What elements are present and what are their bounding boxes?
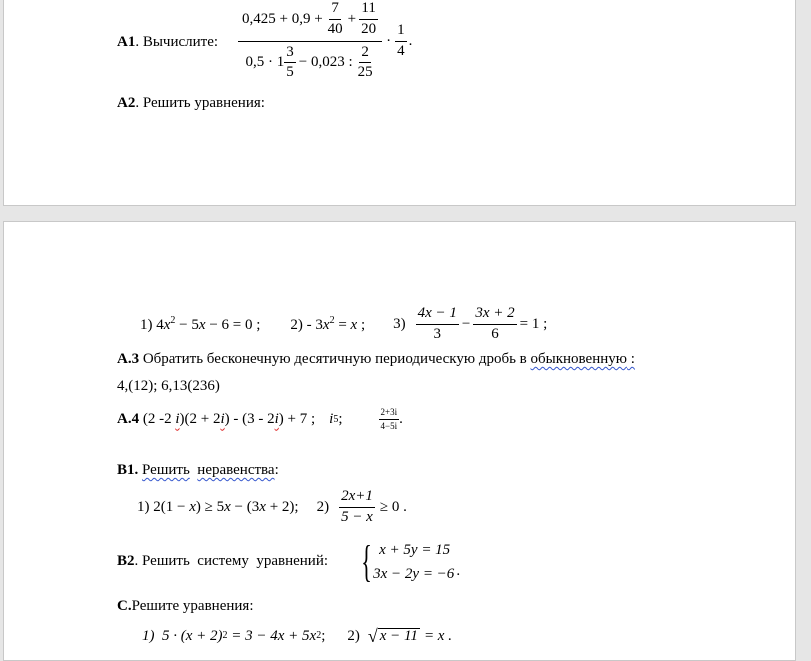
a2-eq1-x: x xyxy=(163,316,171,333)
document-page-2 xyxy=(3,221,796,661)
a4-pow-exp: 5 xyxy=(333,413,339,425)
a1-mixed-frac xyxy=(284,45,296,82)
b1-ineq1-b: 2(1 − xyxy=(153,498,190,515)
a1-mult: · xyxy=(386,32,392,49)
b1-word1: Решить xyxy=(142,462,190,478)
a3-text-wavy: обыкновенную xyxy=(530,351,627,367)
a1-quarter-den: 4 xyxy=(397,42,405,59)
a2-eq1 xyxy=(140,316,260,333)
a3-label: A.3 xyxy=(117,351,140,367)
b1-ineq1-x3: x xyxy=(259,498,266,515)
b1-label: B1. xyxy=(117,462,139,478)
a2-eq3-frac1 xyxy=(416,306,459,343)
a1-frac1-den: 40 xyxy=(327,20,343,37)
a4-i3: i xyxy=(274,411,279,428)
a2-eq1-x2: x xyxy=(198,316,206,333)
a4-pow-end: ; xyxy=(338,411,343,428)
c-eq2-radicand: x − 11 xyxy=(379,628,418,644)
b2-system xyxy=(356,538,460,586)
a1-expression xyxy=(238,1,412,81)
a4-label: A.4 xyxy=(117,411,140,428)
c-text: Решите уравнения: xyxy=(131,598,254,614)
a2-eq2-exp: 2 xyxy=(329,314,335,326)
a2-eq1-f: − 6 = 0 ; xyxy=(205,316,261,333)
a1-den-part1: 0,5 · 1 xyxy=(245,54,285,71)
document-page-1 xyxy=(3,0,796,206)
a2-eq1-exp: 2 xyxy=(170,314,176,326)
a3-heading xyxy=(117,352,635,367)
c-eq2-end: = x . xyxy=(423,627,452,644)
a1-frac-7-40 xyxy=(326,1,345,38)
a1-quarter-num: 1 xyxy=(395,23,407,42)
a2-eq3-frac2 xyxy=(473,306,516,343)
a4-f-num: 2+3i xyxy=(379,408,400,420)
a4-f-end: . xyxy=(399,411,403,428)
b1-end: : xyxy=(274,462,279,478)
b2-label: B2 xyxy=(117,553,135,569)
a1-frac-11-20 xyxy=(359,1,378,38)
a4-p4: ) + 7 ; xyxy=(278,411,316,428)
a3-values: 4,(12); 6,13(236) xyxy=(117,378,220,394)
a1-frac-2-25 xyxy=(356,45,375,82)
c-label: C. xyxy=(117,598,132,614)
a2-eq2-d: = xyxy=(334,316,351,333)
b2-text: . Решить систему уравнений: xyxy=(134,553,329,569)
a2-eq3-f1-num: 4x − 1 xyxy=(416,306,459,325)
b2-equations xyxy=(373,538,454,586)
a1-frac1-num: 7 xyxy=(329,1,341,20)
c-eq1-exp2: 2 xyxy=(316,630,322,641)
a1-label: A1 xyxy=(117,34,136,50)
b2-eq1: x + 5y = 15 xyxy=(379,542,451,558)
a4-f-den: 4−5i xyxy=(380,421,398,432)
c-eq1-a: 1) 5 · (x + 2) xyxy=(142,627,223,644)
a2-eq2 xyxy=(290,316,365,333)
a4-line xyxy=(117,408,403,432)
c-eq1-b: = 3 − 4x + 5x xyxy=(227,627,317,644)
a2-eq1-a: 1) 4 xyxy=(140,316,164,333)
a1-denominator xyxy=(246,42,375,82)
a2-equations xyxy=(140,306,547,343)
a3-text-post: : xyxy=(626,351,635,367)
b1-word2: неравенства xyxy=(197,462,275,478)
a1-den-part2: − 0,023 : xyxy=(298,54,353,71)
a1-mixed-den: 5 xyxy=(286,64,294,81)
c-eq1-c: ; xyxy=(321,627,326,644)
a4-i1: i xyxy=(175,411,180,428)
b2-eq2: 3x − 2y = −6 xyxy=(373,566,455,582)
b1-ineq1-c: ) ≥ 5 xyxy=(195,498,225,515)
sqrt-icon: √ xyxy=(367,626,378,646)
a4-p3: ) - (3 - 2 xyxy=(224,411,275,428)
a1-heading xyxy=(117,35,218,50)
b1-ineq2-end: ≥ 0 . xyxy=(379,498,407,515)
a2-eq2-a: 2) - 3 xyxy=(290,316,323,333)
b1-ineq1-a: 1) xyxy=(137,498,154,515)
b1-ineq2-num: 2x+1 xyxy=(339,489,375,508)
a2-eq1-d: − 5 xyxy=(175,316,199,333)
a1-text: . Вычислите: xyxy=(135,34,219,50)
a2-eq3-end: = 1 ; xyxy=(519,315,548,332)
b1-inequalities xyxy=(137,489,407,526)
b1-heading xyxy=(117,463,279,478)
a2-eq2-x2: x xyxy=(350,316,358,333)
a1-numerator xyxy=(238,1,382,42)
c-eq2-label: 2) xyxy=(347,627,360,644)
b2-end: . xyxy=(456,562,461,579)
a2-label: A2 xyxy=(117,95,136,111)
a4-fraction xyxy=(379,408,400,432)
b1-ineq2-frac xyxy=(339,489,375,526)
b1-ineq2-label: 2) xyxy=(316,498,330,515)
a1-num-part1: 0,425 + 0,9 + xyxy=(242,10,323,27)
a1-mixed-num: 3 xyxy=(284,45,296,64)
a1-frac3-den: 25 xyxy=(357,64,373,81)
a1-quarter xyxy=(395,23,407,60)
a4-p1: (2 -2 xyxy=(139,411,176,428)
b1-ineq1-d: − (3 xyxy=(230,498,260,515)
a1-frac3-num: 2 xyxy=(359,45,371,64)
a4-p2: )(2 + 2 xyxy=(179,411,221,428)
a1-plus: + xyxy=(347,10,357,27)
a2-eq3-f2-num: 3x + 2 xyxy=(473,306,516,325)
a2-eq3-label: 3) xyxy=(393,315,406,332)
c-equations xyxy=(142,627,452,645)
b1-ineq1-e: + 2); xyxy=(265,498,299,515)
system-brace-icon: { xyxy=(361,537,372,586)
a2-eq2-f: ; xyxy=(357,316,366,333)
a2-text: . Решить уравнения: xyxy=(135,95,265,111)
b1-ineq1-x2: x xyxy=(224,498,231,515)
a2-eq3-f2-den: 6 xyxy=(491,325,499,342)
b2-heading xyxy=(117,554,328,569)
a2-eq3-f1-den: 3 xyxy=(433,325,442,342)
a2-eq3-minus: − xyxy=(461,315,471,332)
b1-ineq1-x1: x xyxy=(189,498,196,515)
c-heading xyxy=(117,599,253,614)
c-eq1-exp: 2 xyxy=(222,630,228,641)
a3-text-pre: Обратить бесконечную десятичную периодическую дробь в xyxy=(139,351,531,367)
a4-pow-base: i xyxy=(329,411,334,428)
a2-heading xyxy=(117,96,265,111)
a1-frac2-num: 11 xyxy=(359,1,377,20)
b1-ineq2-den: 5 − x xyxy=(341,508,373,525)
a4-i2: i xyxy=(220,411,225,428)
a2-eq2-x: x xyxy=(322,316,330,333)
a1-frac2-den: 20 xyxy=(361,20,377,37)
a1-end: . xyxy=(408,32,413,49)
